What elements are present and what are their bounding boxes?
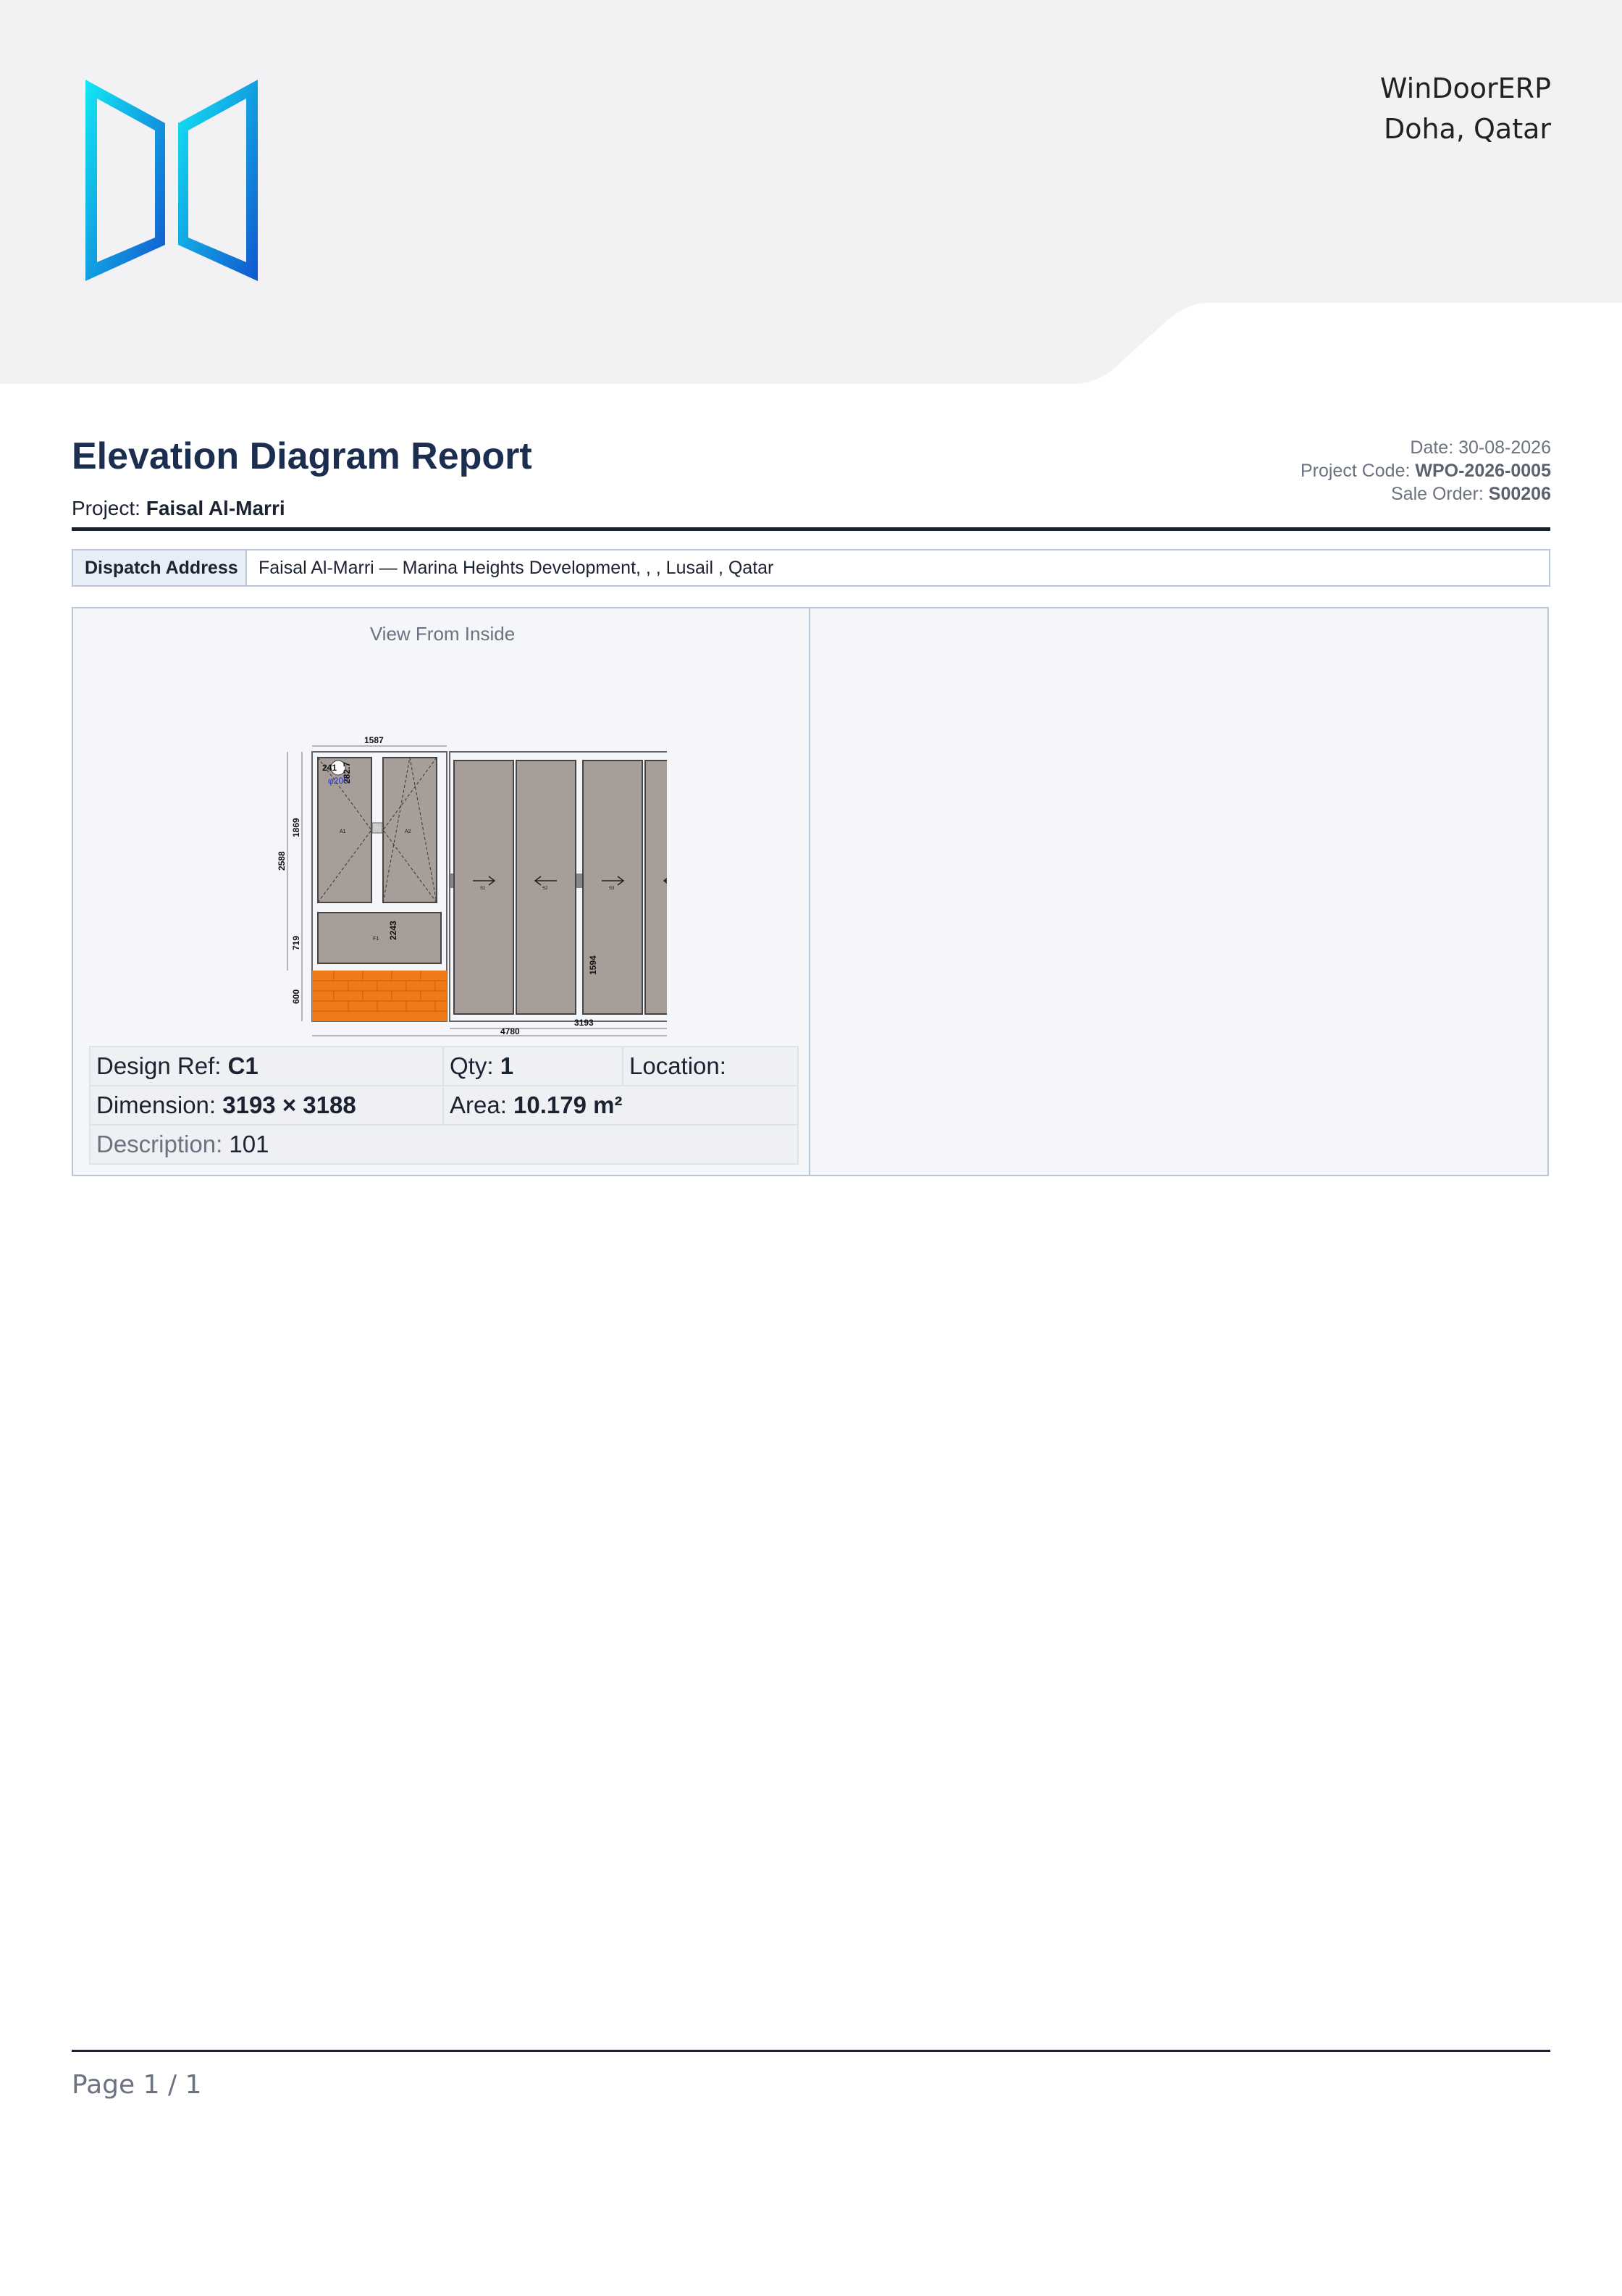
dim-mullion-height: 2243 <box>388 921 398 940</box>
description-label: Description: <box>96 1131 223 1157</box>
fixed-panel-glass <box>318 913 441 963</box>
location-cell <box>623 1047 798 1086</box>
design-card <box>72 607 810 1176</box>
design-info-table <box>89 1046 799 1165</box>
report-date <box>1410 437 1551 458</box>
pane-code-f1: F1 <box>373 937 379 942</box>
project-name: Faisal Al-Marri <box>146 497 285 519</box>
dispatch-address-value: Faisal Al-Marri — Marina Heights Development, , , Lusail , Qatar <box>259 557 774 578</box>
company-name: WinDoorERP <box>1379 72 1551 104</box>
pane-code-a2: A2 <box>405 829 411 834</box>
sale-order <box>1391 484 1551 505</box>
pane-code-s1: S1 <box>480 887 486 891</box>
sale-order-label: Sale Order: <box>1391 484 1484 504</box>
dimension-label: Dimension: <box>96 1092 217 1118</box>
area-value: 10.179 m² <box>513 1092 623 1118</box>
pane-code-s3: S3 <box>609 887 615 891</box>
design-ref-cell <box>90 1047 443 1086</box>
qty-value: 1 <box>500 1052 514 1079</box>
dim-overall-width: 4780 <box>500 1026 520 1036</box>
footer-divider <box>72 2050 1550 2052</box>
company-city: Doha, Qatar <box>1383 113 1551 145</box>
project-code-value: WPO-2026-0005 <box>1415 461 1551 481</box>
dim-mid-panel-height: 719 <box>291 935 301 950</box>
dim-left-height: 2588 <box>277 851 287 871</box>
date-label: Date: <box>1410 437 1454 458</box>
area-cell <box>443 1086 798 1125</box>
report-title: Elevation Diagram Report <box>72 435 532 477</box>
dispatch-address-row <box>72 549 1550 587</box>
dim-sash-top-a: 241 <box>322 763 337 773</box>
dim-handle-height: 1594 <box>588 955 598 975</box>
dim-top-left-width: 1587 <box>364 735 384 745</box>
dim-brick-height: 600 <box>291 989 301 1004</box>
description-cell <box>90 1125 798 1164</box>
dim-sliding-width: 3193 <box>574 1018 594 1028</box>
dimension-value: 3193 × 3188 <box>222 1092 356 1118</box>
project-label: Project: <box>72 497 140 519</box>
qty-label: Qty: <box>450 1052 494 1079</box>
area-label: Area: <box>450 1092 507 1118</box>
elevation-drawing <box>203 671 667 1047</box>
page-number: Page 1 / 1 <box>72 2070 202 2100</box>
dim-sash-top-b: 282.7 <box>342 761 352 784</box>
dimension-cell <box>90 1086 443 1125</box>
view-label: View From Inside <box>369 623 516 645</box>
pane-code-s2: S2 <box>542 887 548 891</box>
project-code-label: Project Code: <box>1300 461 1411 481</box>
date-value: 30-08-2026 <box>1458 437 1551 458</box>
title-divider <box>72 527 1550 531</box>
location-label: Location: <box>629 1052 726 1079</box>
design-card-empty <box>810 607 1549 1176</box>
design-ref-label: Design Ref: <box>96 1052 222 1079</box>
sliding-panel-4-glass <box>645 761 667 1014</box>
brick-wall <box>312 971 447 1021</box>
dispatch-address-label: Dispatch Address <box>73 550 247 585</box>
design-ref-value: C1 <box>227 1052 259 1079</box>
company-logo-icon <box>80 72 268 290</box>
pane-code-a1: A1 <box>340 829 346 834</box>
description-value: 101 <box>229 1131 269 1157</box>
project-line <box>72 497 285 520</box>
sale-order-value: S00206 <box>1488 484 1551 504</box>
dim-sash-height: 1869 <box>291 818 301 837</box>
dim-hole: φ200 <box>328 776 348 786</box>
qty-cell <box>443 1047 623 1086</box>
project-code <box>1300 461 1551 482</box>
